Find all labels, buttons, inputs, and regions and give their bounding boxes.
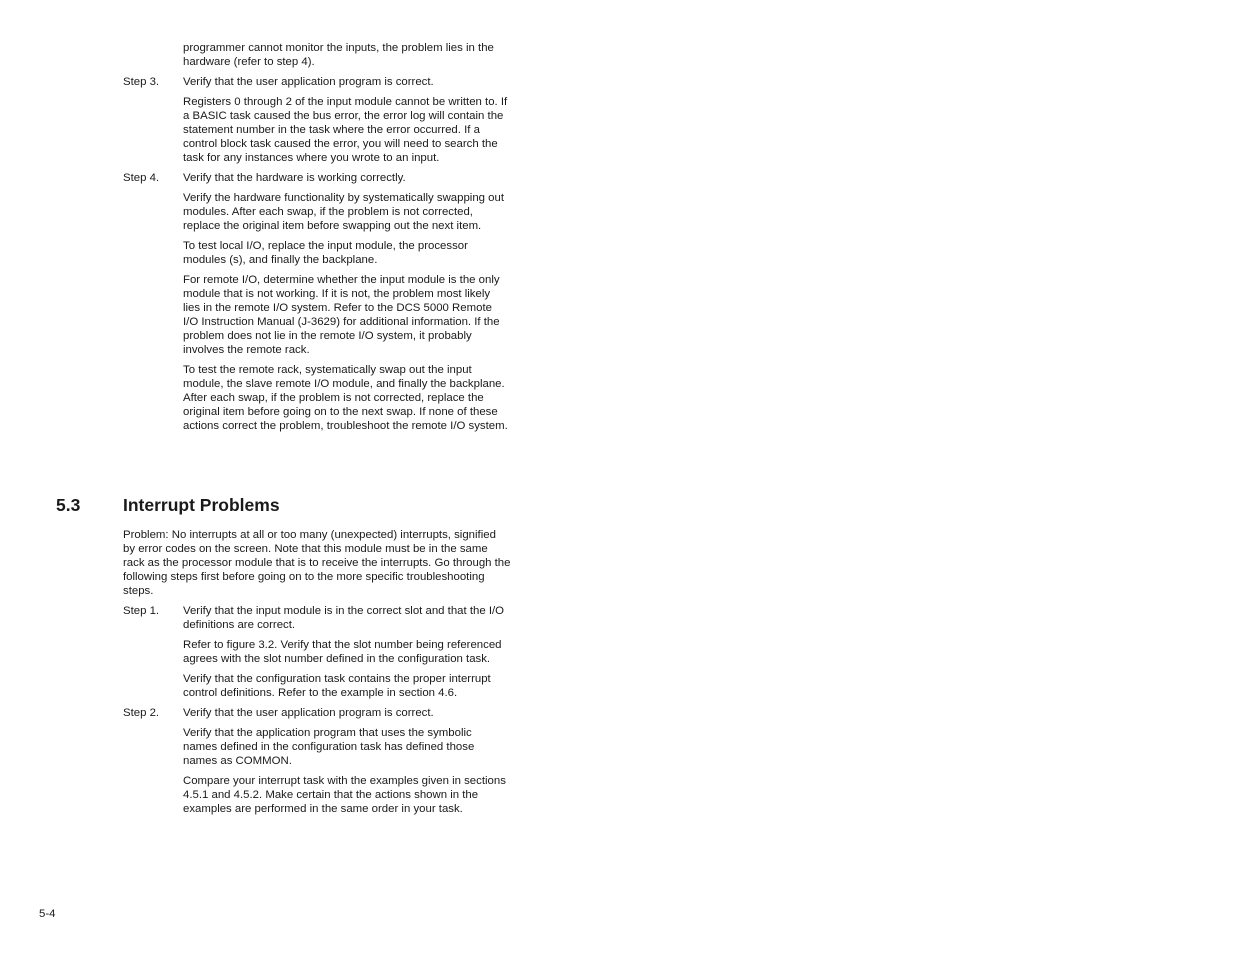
- paragraph: To test local I/O, replace the input module, the processor modules (s), and finally the backplane.: [183, 240, 468, 266]
- step-2: [123, 706, 511, 720]
- step-label: Step 4.: [123, 172, 160, 184]
- paragraph: To test the remote rack, systematically swap out the input module, the slave remote I/O module, and finally the backplane. After each swap, if the problem is not corrected, replace the original item before going on to the next swap. If none of these actions correct the problem, troubleshoot the remote I/O system.: [183, 364, 508, 432]
- paragraph: Verify that the configuration task contains the proper interrupt control definitions. Refer to the example in section 4.6.: [183, 673, 491, 699]
- section-number: 5.3: [56, 495, 81, 515]
- step-text: Verify that the input module is in the correct slot and that the I/O definitions are correct.: [183, 605, 505, 631]
- page-number: 5-4: [39, 908, 56, 920]
- step-text: Verify that the user application program is correct.: [183, 76, 434, 88]
- step-3: [123, 75, 511, 89]
- top-text-block: [123, 41, 511, 433]
- section-heading: [56, 494, 280, 516]
- step-label: Step 3.: [123, 76, 160, 88]
- step-label: Step 2.: [123, 707, 160, 719]
- paragraph: Compare your interrupt task with the examples given in sections 4.5.1 and 4.5.2. Make certain that the actions shown in the examples are performed in the same order in your task.: [183, 775, 506, 815]
- paragraph: For remote I/O, determine whether the input module is the only module that is not working. If it is not, the problem most likely lies in the remote I/O system. Refer to the DCS 5000 Remote I/O Instruction Manual (J-3629) for additional information. If the problem does not lie in the remote I/O system, it probably involves the remote rack.: [183, 274, 500, 356]
- paragraph: Verify the hardware functionality by systematically swapping out modules. After each swap, if the problem is not corrected, replace the original item before swapping out the next item.: [183, 192, 504, 232]
- bottom-text-block: [123, 528, 511, 816]
- continued-paragraph: programmer cannot monitor the inputs, the problem lies in the hardware (refer to step 4).: [183, 42, 494, 68]
- step-label: Step 1.: [123, 605, 160, 617]
- problem-intro: Problem: No interrupts at all or too many (unexpected) interrupts, signified by error codes on the screen. Note that this module must be in the same rack as the processor module that is to receive the interrupts. Go through the following steps first before going on to the more specific troubleshooting steps.: [123, 529, 511, 597]
- step-1: [123, 604, 511, 632]
- step-text: Verify that the hardware is working correctly.: [183, 172, 406, 184]
- section-title: Interrupt Problems: [123, 495, 280, 515]
- paragraph: Verify that the application program that uses the symbolic names defined in the configuration task has defined those names as COMMON.: [183, 727, 475, 767]
- paragraph: Refer to figure 3.2. Verify that the slot number being referenced agrees with the slot number defined in the configuration task.: [183, 639, 502, 665]
- paragraph: Registers 0 through 2 of the input module cannot be written to. If a BASIC task caused the bus error, the error log will contain the statement number in the task where the error occurred. If a control block task caused the error, you will need to search the task for any instances where you wrote to an input.: [183, 96, 508, 164]
- step-text: Verify that the user application program is correct.: [183, 707, 434, 719]
- step-4: [123, 171, 511, 185]
